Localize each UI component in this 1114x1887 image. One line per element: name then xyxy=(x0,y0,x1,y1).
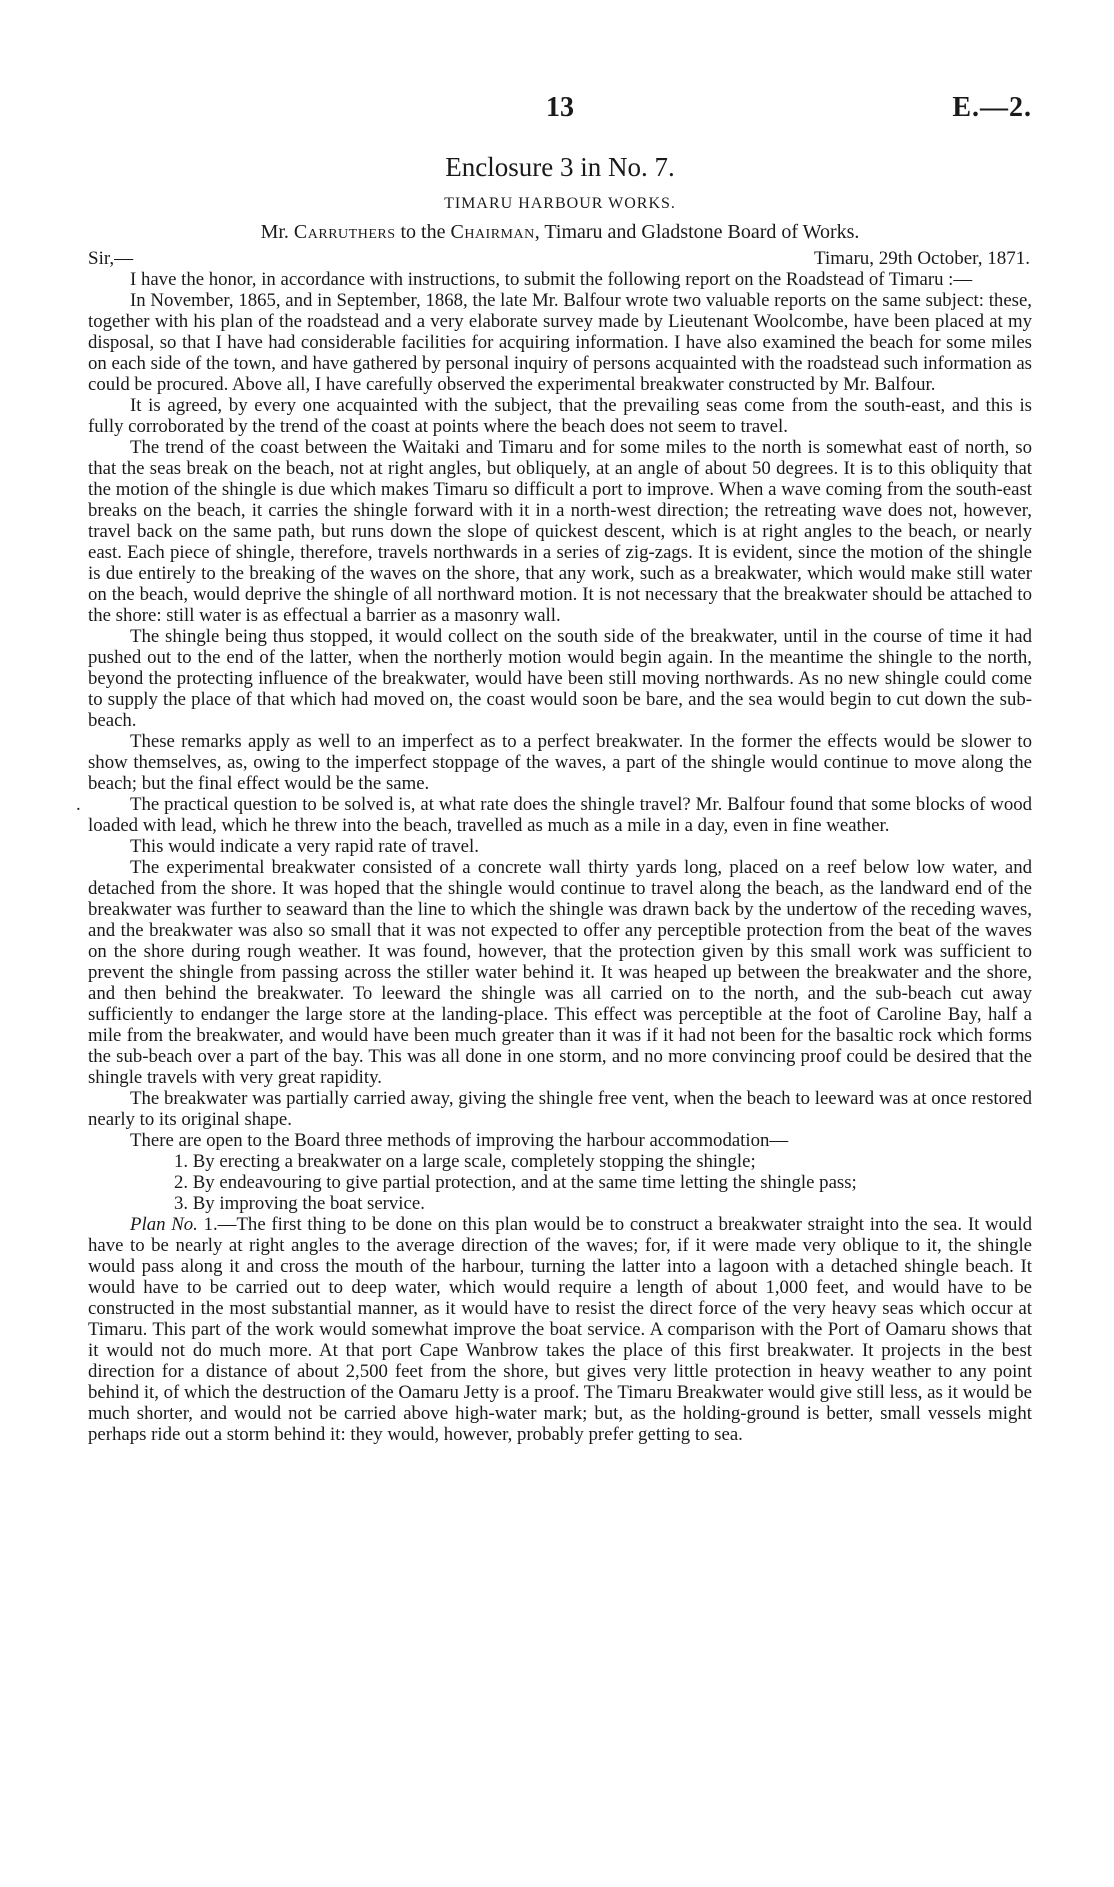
plan-text: 1.—The first thing to be done on this plan would be to construct a breakwater straight into the sea. It would have to be nearly at right angles to the average direction of the waves; for, if it were made very oblique to it, the shingle would pass along it and cross the mouth of the harbour, turning the latter into a lagoon with a detached shingle beach. It would have to be carried out to deep water, which would require a length of about 1,000 feet, and would have to be constructed in the most substantial manner, as it would have to resist the direct force of the very heavy seas which occur at Timaru. This part of the work would somewhat improve the boat service. A comparison with the Port of Oamaru shows that it would not do much more. At that port Cape Wanbrow takes the place of this first breakwater. It projects in the best direction for a distance of about 2,500 feet from the shore, but gives very little protection in heavy weather to any point behind it, of which the destruction of the Oamaru Jetty is a proof. The Timaru Breakwater would give still less, as it would be much shorter, and would not be carried above high-water mark; but, as the holding-ground is better, small vessels might perhaps ride out a storm behind it: they would, however, probably prefer getting to sea. xyxy=(88,1214,1032,1445)
paragraph: The shingle being thus stopped, it would collect on the south side of the breakwater, until in the course of time it had pushed out to the end of the latter, when the northerly motion would begin again. In the meantime the shingle to the north, beyond the protecting influence of the breakwater, would have been still moving northwards. As no new shingle could come to supply the place of that which had moved on, the coast would soon be bare, and the sea would begin to cut down the sub-beach. xyxy=(88,626,1032,731)
list-item: 3. By improving the boat service. xyxy=(174,1193,425,1214)
addressee-line xyxy=(88,221,1032,244)
plan-paragraph xyxy=(88,1214,1032,1445)
paragraph: The experimental breakwater consisted of a concrete wall thirty yards long, placed on a reef below low water, and detached from the shore. It was hoped that the shingle would continue to travel along the beach, as the landward end of the breakwater was further to seaward than the line to which the shingle was drawn back by the undertow of the receding waves, and the breakwater was also so small that it was not expected to offer any perceptible protection from the beat of the waves on the shore during rough weather. It was found, however, that the protection given by this small work was sufficient to prevent the shingle from passing across the stiller water behind it. It was heaped up between the breakwater and the shore, and then behind the breakwater. To leeward the shingle was all carried on to the north, and the sub-beach cut away sufficiently to endanger the large store at the landing-place. This effect was perceptible at the foot of Caroline Bay, half a mile from the breakwater, and would have been much greater than it was if it had not been for the basaltic rock which forms the sub-beach over a part of the bay. This was all done in one storm, and no more convincing proof could be desired that the shingle travels with very great rapidity. xyxy=(88,857,1032,1088)
methods-list xyxy=(88,1151,1032,1214)
series-code: E.—2. xyxy=(952,92,1032,123)
paragraph: The practical question to be solved is, at what rate does the shingle travel? Mr. Balfour found that some blocks of wood loaded with lead, which he threw into the beach, travelled as much as a mile in a day, even in fine weather. xyxy=(88,794,1032,836)
paragraph: I have the honor, in accordance with instructions, to submit the following report on the Roadstead of Timaru :— xyxy=(130,269,973,290)
salutation: Sir,— xyxy=(88,248,134,269)
paragraph: This would indicate a very rapid rate of travel. xyxy=(130,836,479,857)
enclosure-heading: Enclosure 3 in No. 7. xyxy=(445,152,675,182)
report-body xyxy=(76,269,1032,1445)
paragraph: The breakwater was partially carried away, giving the shingle free vent, when the beach to leeward was at once restored nearly to its original shape. xyxy=(88,1088,1032,1130)
salutation-row xyxy=(88,248,1032,269)
paragraph: In November, 1865, and in September, 1868, the late Mr. Balfour wrote two valuable reports on the same subject: these, together with his plan of the roadstead and a very elaborate survey made by Lieutenant Woolcombe, have been placed at my disposal, so that I have had considerable facilities for acquiring information. I have also examined the beach for some miles on each side of the town, and have gathered by personal inquiry of persons acquainted with the roadstead such information as could be procured. Above all, I have carefully observed the experimental breakwater constructed by Mr. Balfour. xyxy=(88,290,1032,395)
paragraph: The trend of the coast between the Waitaki and Timaru and for some miles to the north is somewhat east of north, so that the seas break on the beach, not at right angles, but obliquely, at an angle of about 50 degrees. It is to this obliquity that the motion of the shingle is due which makes Timaru so difficult a port to improve. When a wave coming from the south-east breaks on the beach, it carries the shingle forward with it in a north-west direction; the retreating wave does not, however, travel back on the same path, but runs down the slope of quickest descent, which is at right angles to the beach, or nearly east. Each piece of shingle, therefore, travels northwards in a series of zig-zags. It is evident, since the motion of the shingle is due entirely to the breaking of the waves on the shore, that any work, such as a breakwater, which would make still water on the beach, would deprive the shingle of all northward motion. It is not necessary that the breakwater should be attached to the shore: still water is as effectual a barrier as a masonry wall. xyxy=(88,437,1032,626)
page-header xyxy=(88,92,1032,132)
to-name: Chairman xyxy=(450,221,535,243)
paragraph: These remarks apply as well to an imperfect as to a perfect breakwater. In the former the effects would be slower to show themselves, as, owing to the imperfect stoppage of the waves, a part of the shingle would continue to move along the beach; but the final effect would be the same. xyxy=(88,731,1032,794)
list-item: 2. By endeavouring to give partial protection, and at the same time letting the shingle pass; xyxy=(174,1172,857,1193)
margin-mark: . xyxy=(76,794,81,815)
plan-label: Plan No. xyxy=(130,1214,198,1235)
document-page xyxy=(76,92,1032,1445)
paragraph: There are open to the Board three methods of improving the harbour accommodation— xyxy=(130,1130,789,1151)
to-word: to the xyxy=(400,221,446,243)
date-line: Timaru, 29th October, 1871. xyxy=(814,248,1030,269)
subject-heading: TIMARU HARBOUR WORKS. xyxy=(444,195,676,212)
to-suffix: , Timaru and Gladstone Board of Works. xyxy=(534,221,860,243)
from-prefix: Mr. xyxy=(260,221,289,243)
paragraph-wrapper xyxy=(76,794,1032,836)
page-number: 13 xyxy=(546,92,574,123)
paragraph: It is agreed, by every one acquainted with the subject, that the prevailing seas come from the south-east, and this is fully corroborated by the trend of the coast at points where the beach does not seem to travel. xyxy=(88,395,1032,437)
from-name: Carruthers xyxy=(293,221,396,243)
list-item: 1. By erecting a breakwater on a large scale, completely stopping the shingle; xyxy=(174,1151,756,1172)
